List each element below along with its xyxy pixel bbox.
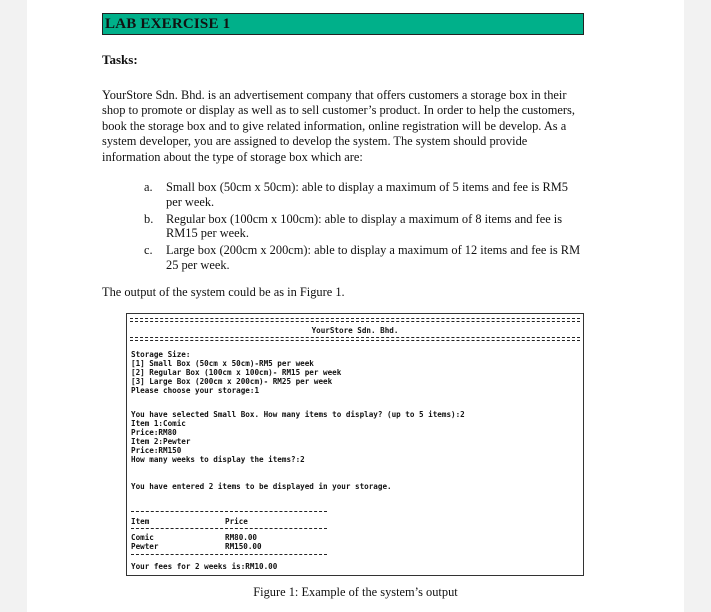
lab-exercise-header <box>102 13 584 35</box>
console-storage-menu: Storage Size: [1] Small Box (50cm x 50cm)-RM5 per week [2] Regular Box (100cm x 100cm)- RM15 per week [3] Large Box (200cm x 200cm)- RM25 per week Please choose your storage:1 <box>131 350 342 395</box>
console-divider <box>130 340 580 343</box>
option-marker: a. <box>144 180 153 194</box>
storage-option-regular <box>144 212 584 242</box>
table-divider <box>131 554 327 555</box>
console-output-figure <box>126 313 584 576</box>
table-divider <box>131 511 327 512</box>
lab-exercise-title: LAB EXERCISE 1 <box>105 16 231 32</box>
console-divider <box>130 321 580 324</box>
console-item-entry: You have selected Small Box. How many items to display? (up to 5 items):2 Item 1:Comic Price:RM80 Item 2:Pewter Price:RM150 How many weeks to display the items?:2 <box>131 410 465 464</box>
figure-caption-text: Figure 1: Example of the system’s output <box>253 585 458 599</box>
tasks-label: Tasks: <box>102 52 138 67</box>
option-text: Large box (200cm x 200cm): able to display a maximum of 12 items and fee is RM 25 per week. <box>166 243 581 272</box>
console-title: YourStore Sdn. Bhd. <box>311 326 399 335</box>
option-marker: b. <box>144 211 154 226</box>
table-header-price: Price <box>225 517 248 526</box>
table-item-names: Comic Pewter <box>131 533 159 551</box>
storage-option-small <box>144 180 584 210</box>
storage-options-list <box>144 180 584 275</box>
table-header-item: Item <box>131 517 150 526</box>
output-description: The output of the system could be as in Figure 1. <box>102 285 345 299</box>
figure-caption <box>0 585 711 600</box>
console-entered-message: You have entered 2 items to be displayed in your storage. <box>131 482 392 491</box>
option-text: Regular box (100cm x 100cm): able to display a maximum of 8 items and fee is RM15 per week. <box>166 211 563 241</box>
table-item-prices: RM80.00 RM150.00 <box>225 533 262 551</box>
intro-paragraph: YourStore Sdn. Bhd. is an advertisement company that offers customers a storage box in their shop to promote or display as well as to sell customer’s product. In order to help the customers, book the storage box and to give related information, online registration will be develop. As a system developer, you are assigned to develop the system. The system should provide information about the type of storage box which are: <box>102 88 575 164</box>
option-text: Small box (50cm x 50cm): able to display a maximum of 5 items and fee is RM5 per week. <box>166 180 568 209</box>
console-fees-message: Your fees for 2 weeks is:RM10.00 <box>131 562 278 571</box>
storage-option-large <box>144 243 584 273</box>
table-divider <box>131 528 327 529</box>
option-marker: c. <box>144 243 153 258</box>
